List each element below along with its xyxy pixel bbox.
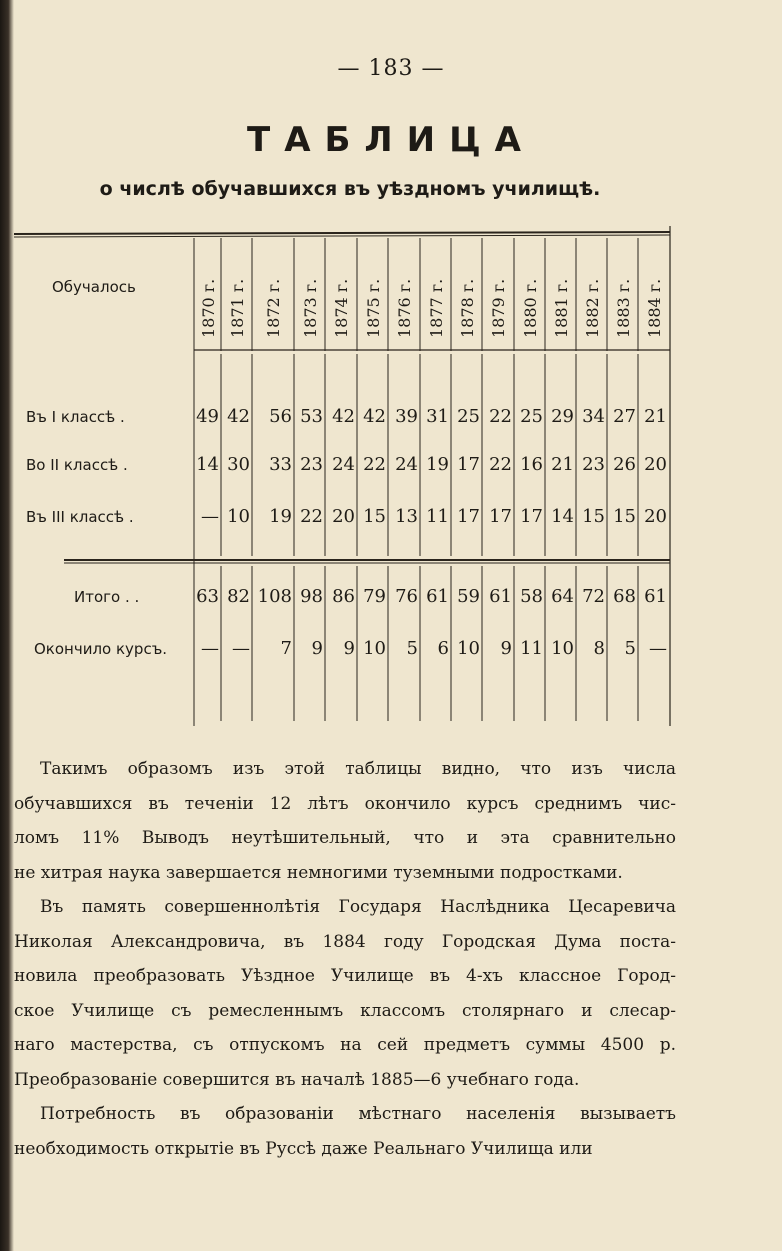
table-cell: 19	[269, 506, 292, 527]
year-header: 1884 г.	[644, 278, 664, 338]
table-cell: 14	[551, 506, 574, 527]
table-cell: 21	[644, 406, 667, 427]
year-header: 1879 г.	[489, 278, 508, 338]
text-line: обучавшихся въ теченіи 12 лѣтъ окончило курсъ среднимъ чис-	[14, 793, 676, 814]
table-cell: 108	[257, 586, 292, 607]
year-header: 1881 г.	[551, 278, 571, 338]
table-cell: 17	[489, 506, 512, 527]
table-cell: 26	[613, 454, 636, 475]
table-cell: 17	[520, 506, 543, 527]
table-cell: 17	[457, 454, 480, 475]
table-cell: 58	[520, 586, 543, 607]
table-cell: 56	[269, 406, 292, 427]
table-cell: 11	[426, 506, 449, 527]
text-line: Въ память совершеннолѣтія Государя Наслѣдника Цесаревича	[40, 897, 676, 917]
year-header: 1875 г.	[363, 278, 383, 338]
table-cell: 59	[457, 586, 480, 607]
table-cell: —	[232, 638, 250, 659]
table-cell: 22	[489, 406, 512, 427]
table-cell: 64	[551, 586, 574, 607]
table-cell: 7	[280, 638, 292, 659]
table-cell: 25	[457, 406, 480, 427]
table-cell: 22	[300, 506, 323, 527]
table-cell: 20	[644, 454, 667, 475]
table-title: ТАБЛИЦА	[247, 120, 535, 160]
table-cell: 24	[395, 454, 418, 475]
table-cell: 63	[196, 586, 219, 607]
table-cell: 30	[227, 454, 250, 475]
table-cell: 10	[363, 638, 386, 659]
body-text	[14, 752, 676, 1166]
year-header: 1873 г.	[300, 278, 320, 338]
table-cell: 68	[613, 586, 636, 607]
table-cell: 23	[300, 454, 323, 475]
table-cell: 76	[395, 586, 418, 607]
table-cell: 82	[227, 586, 250, 607]
text-line: не хитрая наука завершается немногими туземными подростками.	[14, 862, 623, 883]
year-header: 1870 г.	[198, 278, 218, 338]
table-cell: 25	[520, 406, 543, 427]
table-cell: 9	[311, 638, 323, 659]
table-cell: 17	[457, 506, 480, 527]
table-cell: 42	[227, 406, 250, 427]
header-label: Обучалось	[52, 278, 136, 296]
finished-row-label: Окончило курсъ.	[34, 640, 168, 658]
table-cell: 16	[520, 454, 543, 475]
text-line: ское Училище съ ремесленнымъ классомъ столярнаго и слесар-	[14, 1000, 676, 1021]
table-cell: 10	[457, 638, 480, 659]
table-cell: 31	[426, 406, 449, 427]
table-cell: 42	[363, 406, 386, 427]
table-cell: —	[201, 506, 219, 527]
table-rule	[14, 235, 670, 237]
text-line: Преобразованіе совершится въ началѣ 1885—6 учебнаго года.	[14, 1069, 580, 1090]
table-cell: 39	[395, 406, 418, 427]
table-cell: 29	[551, 406, 574, 427]
table-cell: 15	[613, 506, 636, 527]
year-header: 1883 г.	[613, 278, 633, 338]
text-line: новила преобразовать Уѣздное Училище въ 4-хъ классное Город-	[14, 966, 676, 986]
table-cell: 86	[332, 586, 355, 607]
table-cell: 24	[332, 454, 355, 475]
enrollment-table	[14, 226, 674, 726]
table-cell: 9	[500, 638, 512, 659]
table-cell: 27	[613, 406, 636, 427]
total-row-label: Итого . .	[74, 588, 140, 606]
page-number: — 183 —	[337, 56, 445, 81]
table-cell: 61	[644, 586, 667, 607]
text-line: Такимъ образомъ изъ этой таблицы видно, что изъ числа	[40, 759, 676, 779]
table-cell: —	[201, 638, 219, 659]
row-label: Во II классѣ .	[26, 456, 128, 474]
text-line: необходимость открытіе въ Руссѣ даже Реальнаго Училища или	[14, 1138, 593, 1159]
year-header: 1876 г.	[395, 278, 414, 338]
table-cell: 33	[269, 454, 292, 475]
text-line: Потребность въ образованіи мѣстнаго населенія вызываетъ	[40, 1104, 676, 1124]
table-cell: 21	[551, 454, 574, 475]
table-cell: 11	[520, 638, 543, 659]
table-cell: 5	[624, 638, 636, 659]
table-cell: 22	[363, 454, 386, 475]
table-cell: 15	[363, 506, 386, 527]
year-header: 1882 г.	[582, 278, 602, 338]
text-line: ломъ 11% Выводъ неутѣшительный, что и эта сравнительно	[14, 828, 676, 848]
table-cell: 34	[582, 406, 605, 427]
table-cell: 72	[582, 586, 605, 607]
year-header: 1874 г.	[332, 278, 351, 338]
table-cell: 53	[300, 406, 323, 427]
table-cell: 10	[227, 506, 250, 527]
table-cell: 19	[426, 454, 449, 475]
table-cell: 9	[343, 638, 355, 659]
table-cell: 5	[406, 638, 418, 659]
table-cell: 8	[593, 638, 605, 659]
row-label: Въ I классѣ .	[26, 408, 125, 426]
year-header: 1880 г.	[520, 278, 540, 338]
text-line: Николая Александровича, въ 1884 году Городская Дума поста-	[14, 931, 676, 952]
year-header: 1878 г.	[457, 278, 477, 338]
table-cell: 14	[196, 454, 219, 475]
table-cell: 10	[551, 638, 574, 659]
table-cell: —	[649, 638, 667, 659]
table-cell: 23	[582, 454, 605, 475]
table-cell: 20	[644, 506, 667, 527]
table-rule	[14, 232, 670, 234]
table-cell: 15	[582, 506, 605, 527]
table-cell: 49	[196, 406, 219, 427]
table-cell: 22	[489, 454, 512, 475]
year-header: 1877 г.	[426, 278, 446, 338]
table-cell: 79	[363, 586, 386, 607]
table-cell: 42	[332, 406, 355, 427]
table-cell: 6	[437, 638, 449, 659]
table-cell: 61	[489, 586, 512, 607]
table-cell: 20	[332, 506, 355, 527]
table-cell: 98	[300, 586, 323, 607]
year-header: 1872 г.	[264, 278, 283, 338]
text-line: наго мастерства, съ отпускомъ на сей предметъ суммы 4500 р.	[14, 1035, 676, 1055]
year-header: 1871 г.	[227, 278, 247, 338]
table-cell: 61	[426, 586, 449, 607]
table-subtitle: о числѣ обучавшихся въ уѣздномъ училищѣ.	[99, 178, 601, 200]
row-label: Въ III классѣ .	[26, 508, 134, 526]
table-cell: 13	[395, 506, 418, 527]
